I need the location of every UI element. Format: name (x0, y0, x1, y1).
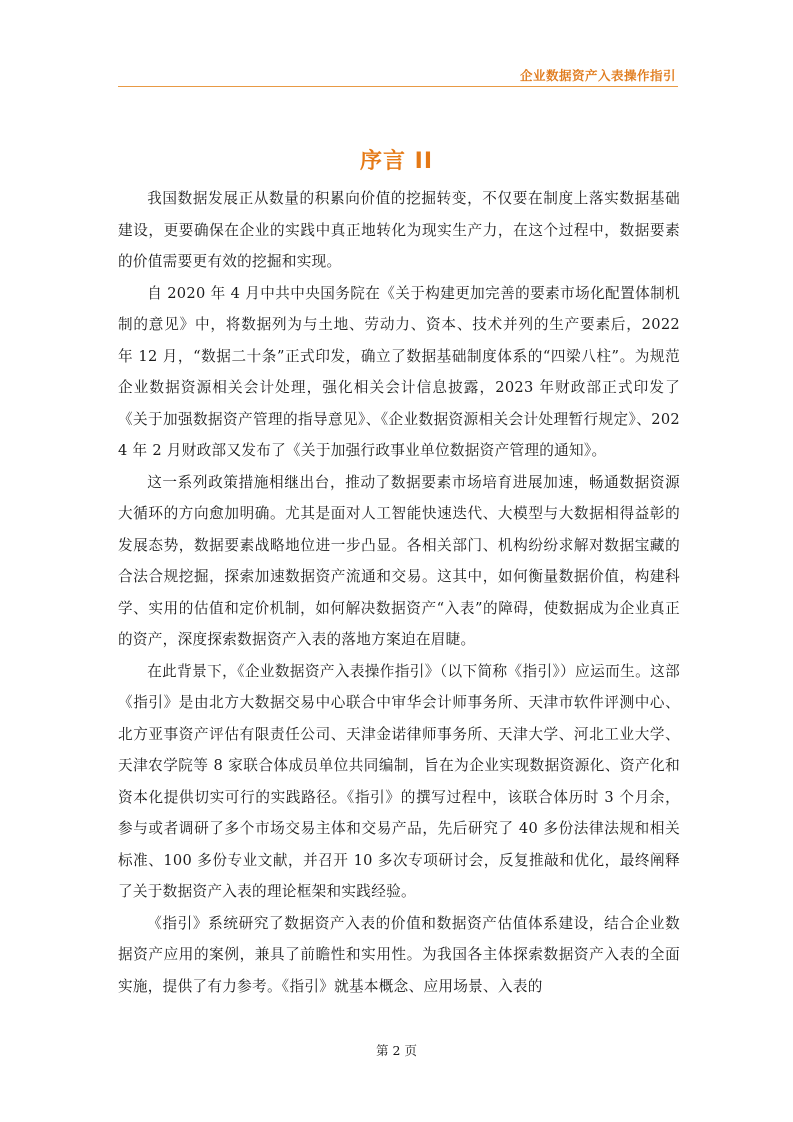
page-title: 序言 II (359, 149, 434, 174)
paragraph-5: 《指引》系统研究了数据资产入表的价值和数据资产估值体系建设，结合企业数据资产应用的案例，兼具了前瞻性和实用性。为我国各主体探索数据资产入表的全面实施，提供了有力参考。《指引》就基本概念、应用场景、入表的 (118, 914, 680, 995)
page-number: 第 2 页 (376, 1043, 417, 1058)
header-divider (118, 86, 678, 87)
paragraph-1: 我国数据发展正从数量的积累向价值的挖掘转变，不仅要在制度上落实数据基础建设，更要确保在企业的实践中真正地转化为现实生产力，在这个过程中，数据要素的价值需要更有效的挖掘和实现。 (118, 190, 680, 270)
paragraph-4: 在此背景下，《企业数据资产入表操作指引》（以下简称《指引》）应运而生。这部《指引》是由北方大数据交易中心联合中审华会计师事务所、天津市软件评测中心、北方亚事资产评估有限责任公司、天津金诺律师事务所、天津大学、河北工业大学、天津农学院等 8 家联合体成员单位共同编制，旨在为企业实现数据资源化、资产化和资本化提供切实可行的实践路径。《指引》的撰写过程中，该联合体历时 3 个月余，参与或者调研了多个市场交易主体和交易产品，先后研究了 40 多份法律法规和相关标准、100 多份专业文献，并召开 10 多次专项研讨会，反复推敲和优化，最终阐释了关于数据资产入表的理论框架和实践经验。 (118, 662, 680, 900)
paragraph-2: 自 2020 年 4 月中共中央国务院在《关于构建更加完善的要素市场化配置体制机制的意见》中，将数据列为与土地、劳动力、资本、技术并列的生产要素后，2022 年 12 月，“数据二十条”正式印发，确立了数据基础制度体系的“四梁八柱”。为规范企业数据资源相关会计处理，强化相关会计信息披露，2023 年财政部正式印发了《关于加强数据资产管理的指导意见》、《企业数据资源相关会计处理暂行规定》、2024 年 2 月财政部又发布了《关于加强行政事业单位数据资产管理的通知》。 (118, 284, 680, 459)
running-header-title: 企业数据资产入表操作指引 (519, 68, 676, 83)
body-text (118, 183, 680, 1002)
paragraph-3: 这一系列政策措施相继出台，推动了数据要素市场培育进展加速，畅通数据资源大循环的方向愈加明确。尤其是面对人工智能快速迭代、大模型与大数据相得益彰的发展态势，数据要素战略地位进一步凸显。各相关部门、机构纷纷求解对数据宝藏的合法合规挖掘，探索加速数据资产流通和交易。这其中，如何衡量数据价值，构建科学、实用的估值和定价机制，如何解决数据资产“入表”的障碍，使数据成为企业真正的资产，深度探索数据资产入表的落地方案迫在眉睫。 (118, 473, 680, 648)
